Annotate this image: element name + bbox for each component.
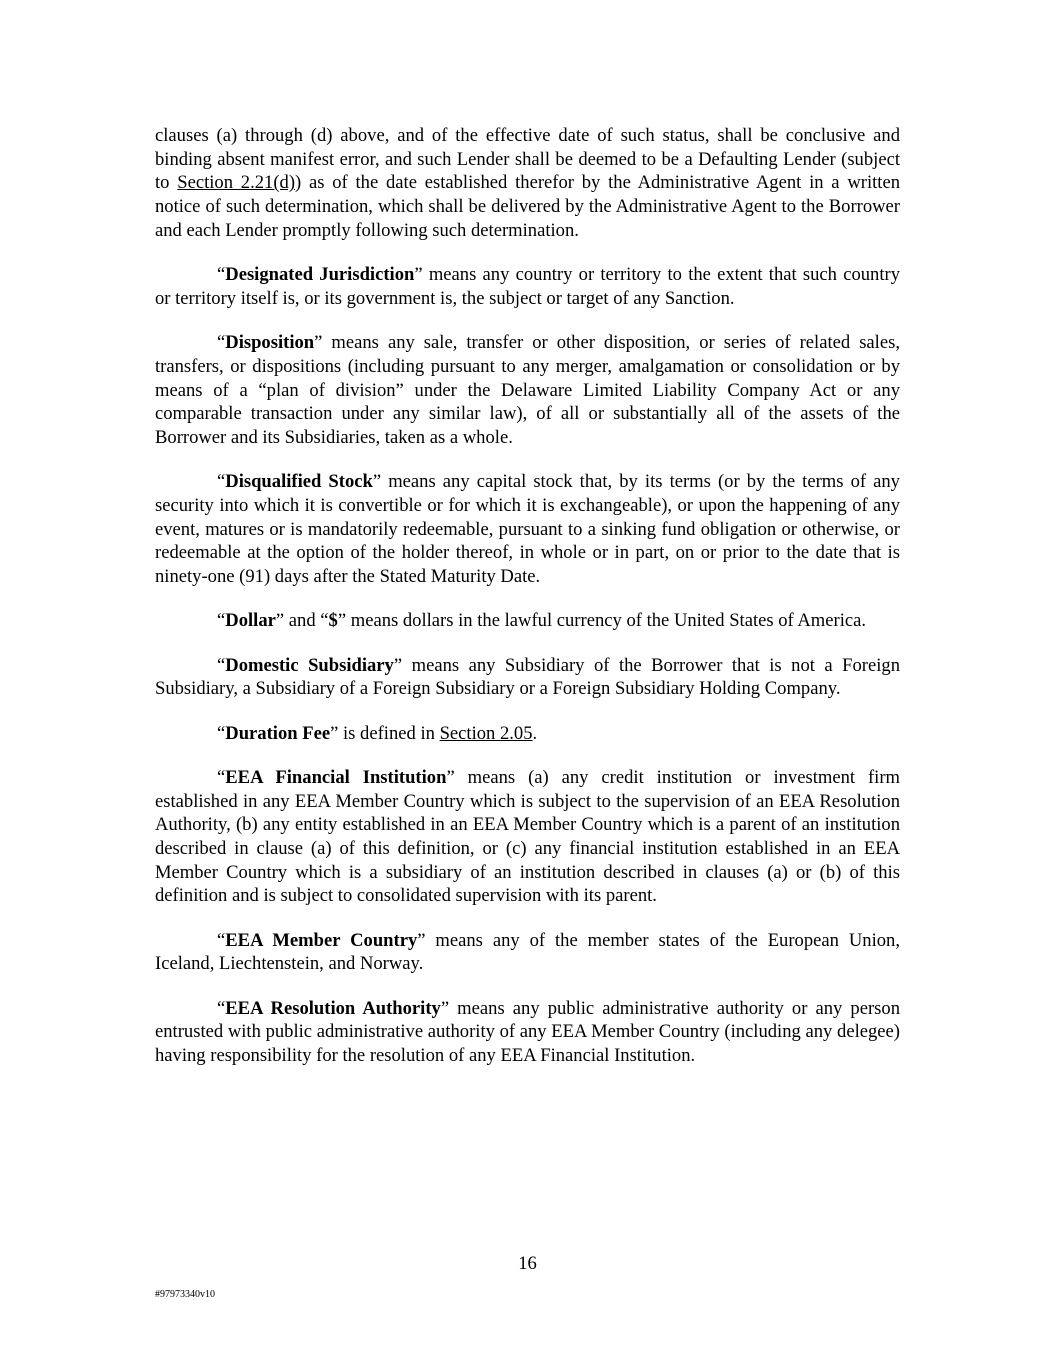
intro-text-start: clauses (a) through (d) above, and of the effective date of such status, shall be conclusive and binding absent manifest error, and such Lender shall be deemed to be a Defaulting Lender (subject to xyxy=(155,125,900,194)
definition-text: ” means any Subsidiary of the Borrower that is not a Foreign Subsidiary, a Subsidiary of a Foreign Subsidiary or a Foreign Subsidiary Holding Company. xyxy=(155,654,900,700)
definition-text: ” means any capital stock that, by its terms (or by the terms of any security into which it is convertible or for which it is exchangeable), or upon the happening of any event, matures or is mandatorily redeemable, pursuant to a sinking fund obligation or otherwise, or redeemable at the option of the holder thereof, in whole or in part, on or prior to the date that is ninety-one (91) days after the Stated Maturity Date. xyxy=(155,471,900,588)
defined-term: EEA Financial Institution xyxy=(225,766,447,788)
defined-term-symbol: $ xyxy=(328,610,338,632)
definition-duration-fee: “Duration Fee” is defined in Section 2.05. xyxy=(217,722,538,744)
definition-eea-financial-institution: “EEA Financial Institution” means (a) any credit institution or investment firm established in any EEA Member Country which is subject to the supervision of an EEA Resolution Authority, (b) any entity established in an EEA Member Country which is a parent of an institution described in clause (a) of this definition, or (c) any financial institution established in an EEA Member Country which is a subsidiary of an institution described in clauses (a) or (b) of this definition and is subject to consolidated supervision with its parent. xyxy=(155,766,901,907)
section-reference: Section 2.05 xyxy=(439,722,533,744)
defined-term: EEA Member Country xyxy=(225,929,418,951)
definition-text: ” is defined in xyxy=(330,722,440,744)
definition-text: ” means any country or territory to the extent that such country or territory itself is, or its government is, the subject or target of any Sanction. xyxy=(155,264,901,309)
definition-designated-jurisdiction: “Designated Jurisdiction” means any country or territory to the extent that such country or territory itself is, or its government is, the subject or target of any Sanction. xyxy=(155,264,901,309)
defined-term: EEA Resolution Authority xyxy=(225,997,441,1019)
definition-text: ” means (a) any credit institution or investment firm established in any EEA Member Country which is subject to the supervision of an EEA Resolution Authority, (b) any entity established in an EEA Member Country which is a parent of an institution described in clause (a) of this definition, or (c) any financial institution established in an EEA Member Country which is a subsidiary of an institution described in clauses (a) or (b) of this definition and is subject to consolidated supervision with its parent. xyxy=(155,766,901,907)
definition-text: ” means dollars in the lawful currency of the United States of America. xyxy=(337,610,867,632)
defined-term: Disposition xyxy=(225,332,315,354)
definition-disposition: “Disposition” means any sale, transfer or other disposition, or series of related sales, transfers, or dispositions (including pursuant to any merger, amalgamation or consolidation or by means of a “plan of division” under the Delaware Limited Liability Company Act or any comparable transaction under any similar law), of all or substantially all of the assets of the Borrower and its Subsidiaries, taken as a whole. xyxy=(155,332,900,448)
section-reference: Section 2.21(d) xyxy=(177,172,296,194)
definition-dollar: “Dollar” and “$” means dollars in the lawful currency of the United States of America. xyxy=(217,610,867,632)
definition-text: ” means any of the member states of the European Union, Iceland, Liechtenstein, and Norway. xyxy=(155,929,900,975)
page-body xyxy=(155,124,900,1088)
defined-term: Duration Fee xyxy=(225,722,331,744)
definition-connector: ” and “ xyxy=(275,610,329,632)
defined-term: Dollar xyxy=(225,610,276,632)
continued-paragraph xyxy=(155,124,900,243)
definition-text: ” means any public administrative authority or any person entrusted with public administrative authority of any EEA Member Country (including any delegee) having responsibility for the resolution of any EEA Financial Institution. xyxy=(155,997,901,1067)
definition-eea-member-country: “EEA Member Country” means any of the member states of the European Union, Iceland, Liechtenstein, and Norway. xyxy=(155,929,900,975)
defined-term: Domestic Subsidiary xyxy=(225,654,394,676)
defined-term: Disqualified Stock xyxy=(225,471,373,493)
defined-term: Designated Jurisdiction xyxy=(225,264,415,286)
intro-text-end: ) as of the date established therefor by the Administrative Agent in a written notice of such determination, which shall be delivered by the Administrative Agent to the Borrower and each Lender promptly following such determination. xyxy=(155,172,900,241)
page-number: 16 xyxy=(518,1253,537,1274)
document-id: #97973340v10 xyxy=(155,1289,215,1300)
definition-eea-resolution-authority: “EEA Resolution Authority” means any public administrative authority or any person entrusted with public administrative authority of any EEA Member Country (including any delegee) having responsibility for the resolution of any EEA Financial Institution. xyxy=(155,997,901,1067)
definition-domestic-subsidiary: “Domestic Subsidiary” means any Subsidiary of the Borrower that is not a Foreign Subsidiary, a Subsidiary of a Foreign Subsidiary or a Foreign Subsidiary Holding Company. xyxy=(155,654,900,700)
definition-disqualified-stock: “Disqualified Stock” means any capital stock that, by its terms (or by the terms of any security into which it is convertible or for which it is exchangeable), or upon the happening of any event, matures or is mandatorily redeemable, pursuant to a sinking fund obligation or otherwise, or redeemable at the option of the holder thereof, in whole or in part, on or prior to the date that is ninety-one (91) days after the Stated Maturity Date. xyxy=(155,471,900,588)
definition-text: ” means any sale, transfer or other disposition, or series of related sales, transfers, or dispositions (including pursuant to any merger, amalgamation or consolidation or by means of a “plan of division” under the Delaware Limited Liability Company Act or any comparable transaction under any similar law), of all or substantially all of the assets of the Borrower and its Subsidiaries, taken as a whole. xyxy=(155,332,900,448)
